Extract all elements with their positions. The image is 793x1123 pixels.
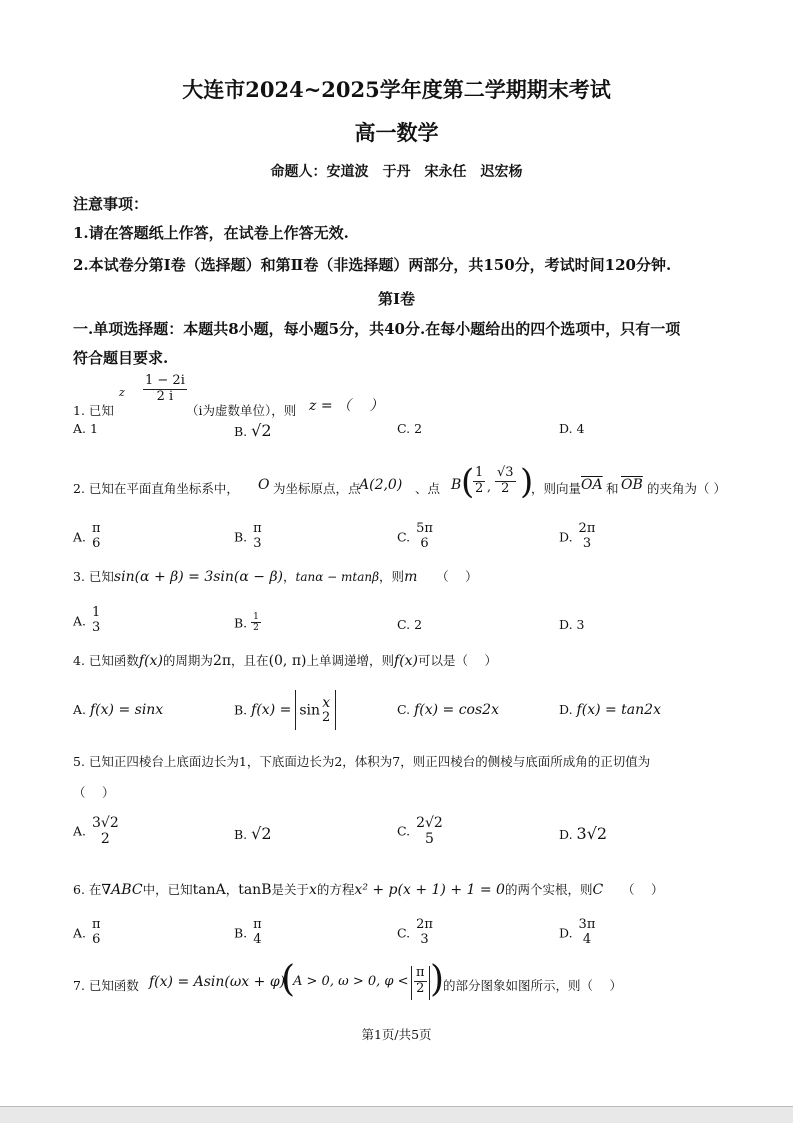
- option-6b: B. π 4: [234, 917, 262, 947]
- option-4a: A. f(x) = sinx: [73, 702, 164, 718]
- option-2a: A. π 6: [73, 521, 101, 551]
- question-6: 6. 在∇ABC中，已知tanA，tanB是关于x的方程x² + p(x + 1) + 1 = 0的两个实根，则C （ ）: [73, 882, 664, 898]
- section-instruction-2: 符合题目要求.: [73, 349, 169, 367]
- var-z: z: [119, 386, 125, 399]
- exam-authors: 命题人：安道波 于丹 宋永任 迟宏杨: [270, 164, 523, 180]
- option-3b: B. $\frac{1}{2}$: [234, 612, 259, 634]
- question-5-line-1: 5. 已知正四棱台上底面边长为1，下底面边长为2，体积为7，则正四棱台的侧棱与底面所成角的正切值为: [73, 754, 651, 769]
- option-5c: C. 2√2 5: [397, 815, 443, 848]
- option-5b: B. √2: [234, 824, 272, 843]
- exam-subject: 高一数学: [354, 120, 439, 145]
- option-4c: C. f(x) = cos2x: [397, 702, 499, 718]
- option-6c: C. 2π 3: [397, 917, 433, 947]
- option-2d: D. 2π 3: [559, 521, 596, 551]
- option-3d: D. 3: [559, 617, 585, 632]
- option-1c: C. 2: [397, 421, 423, 436]
- option-1a: A. 1: [73, 421, 98, 436]
- option-3c: C. 2: [397, 617, 423, 632]
- notice-item-1: 1.请在答题纸上作答，在试卷上作答无效.: [73, 224, 349, 242]
- option-1b: B. √2: [234, 421, 272, 440]
- question-4: 4. 已知函数f(x)的周期为2π，且在(0, π)上单调递增，则f(x)可以是（ ）: [73, 653, 498, 669]
- option-4b: B. f(x) = sin x 2: [234, 690, 336, 730]
- fraction: $\frac{1 - 2i}{2 i}$: [145, 373, 185, 404]
- question-1-tail: z = （ ）: [309, 398, 384, 414]
- question-5-line-2: （ ）: [73, 785, 115, 800]
- option-2c: C. 5π 6: [397, 521, 433, 551]
- section-instruction-1: 一.单项选择题：本题共8小题，每小题5分，共40分.在每小题给出的四个选项中，只有一项: [73, 320, 681, 338]
- option-6d: D. 3π 4: [559, 917, 596, 947]
- option-6a: A. π 6: [73, 917, 101, 947]
- section-title: 第Ⅰ卷: [377, 290, 416, 308]
- option-3a: A. 1 3: [73, 605, 101, 635]
- exam-title: 大连市2024~2025学年度第二学期期末考试: [182, 77, 611, 102]
- question-7: 7. 已知函数 f(x) = Asin(ωx + φ) ( A > 0, ω > 0, φ < $\frac{\pi}{2}$ ) 的部分图象如图所示，则（ ）: [73, 959, 622, 1000]
- option-2b: B. π 3: [234, 521, 262, 551]
- page-number: 第1页/共5页: [361, 1027, 432, 1042]
- notice-heading: 注意事项：: [73, 195, 149, 213]
- bottom-bar: [0, 1106, 793, 1123]
- option-5d: D. 3√2: [559, 824, 608, 843]
- question-1-text: （i为虚数单位），则: [186, 403, 297, 418]
- question-1-stem: 1. 已知: [73, 403, 114, 418]
- question-3: 3. 已知sin(α + β) = 3sin(α − β)，tanα − mtanβ，则m （ ）: [73, 569, 478, 585]
- option-1d: D. 4: [559, 421, 585, 436]
- option-5a: A. 3√2 2: [73, 815, 119, 848]
- option-4d: D. f(x) = tan2x: [559, 702, 661, 718]
- notice-item-2: 2.本试卷分第Ⅰ卷（选择题）和第Ⅱ卷（非选择题）两部分，共150分，考试时间120分钟.: [73, 256, 672, 274]
